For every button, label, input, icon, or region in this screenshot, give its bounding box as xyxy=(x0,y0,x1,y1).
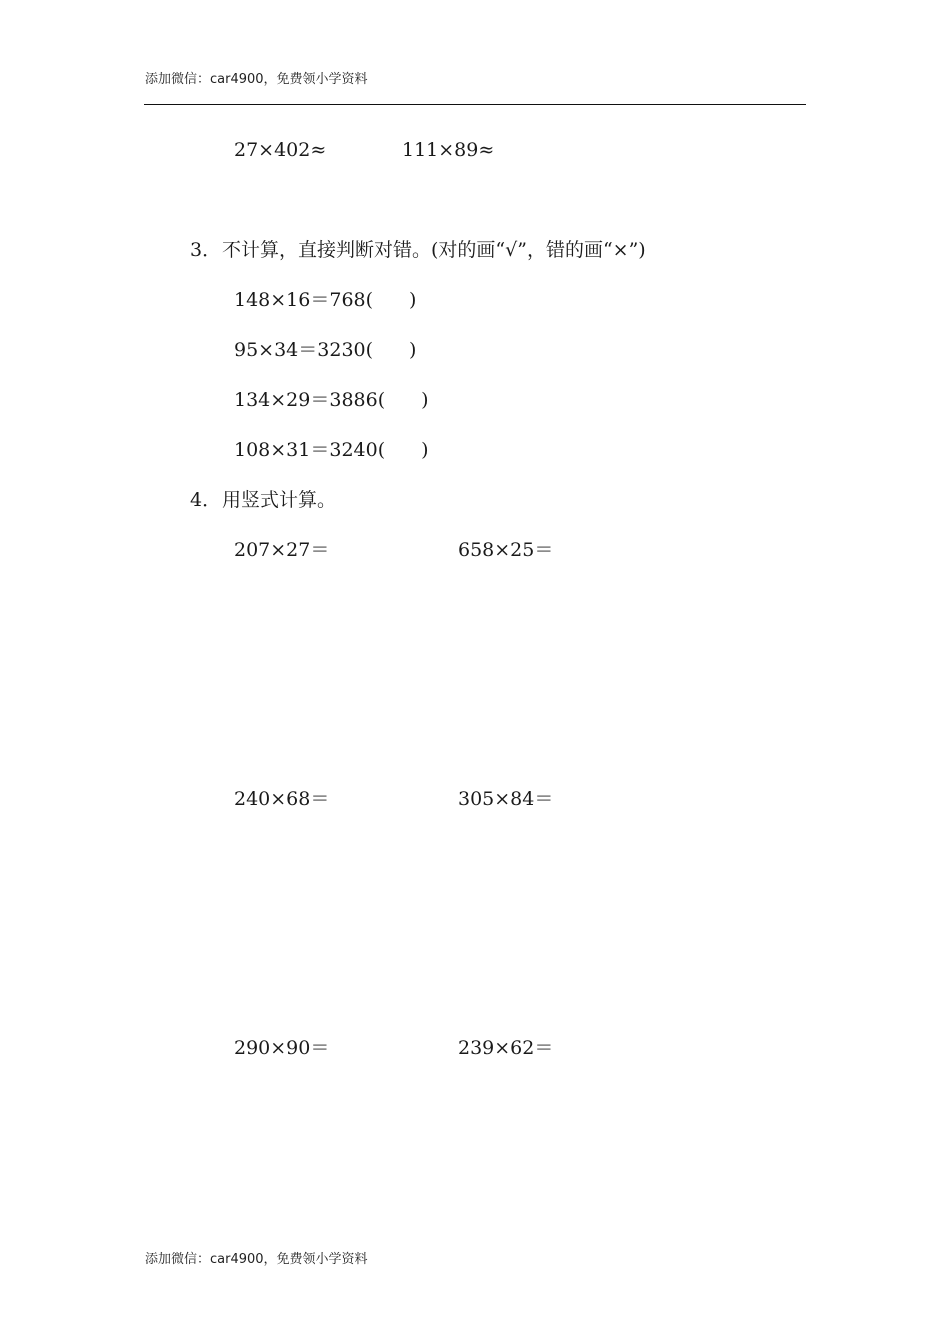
judgement-expression: 95×34＝3230( xyxy=(234,339,374,361)
vertical-calc-item: 305×84＝ xyxy=(458,788,554,810)
vertical-calc-item: 290×90＝ xyxy=(234,1037,330,1059)
judgement-item xyxy=(234,438,429,462)
judgement-item xyxy=(234,338,416,362)
header-divider xyxy=(144,104,806,105)
estimate-item: 27×402≈ xyxy=(234,139,327,161)
vertical-calc-item: 658×25＝ xyxy=(458,539,554,561)
page-header: 添加微信：car4900，免费领小学资料 xyxy=(145,72,368,87)
question-3-title xyxy=(190,238,646,262)
judgement-close-paren: ) xyxy=(409,289,417,311)
question-text: 不计算，直接判断对错。(对的画“√”，错的画“×”) xyxy=(222,239,646,261)
vertical-calc-item: 239×62＝ xyxy=(458,1037,554,1059)
judgement-item xyxy=(234,288,416,312)
question-text: 用竖式计算。 xyxy=(222,489,337,511)
judgement-item xyxy=(234,388,429,412)
question-number: 4． xyxy=(190,489,222,511)
judgement-close-paren: ) xyxy=(421,389,429,411)
page-footer: 添加微信：car4900，免费领小学资料 xyxy=(145,1252,368,1267)
judgement-close-paren: ) xyxy=(409,339,417,361)
judgement-expression: 148×16＝768( xyxy=(234,289,374,311)
judgement-close-paren: ) xyxy=(421,439,429,461)
judgement-expression: 108×31＝3240( xyxy=(234,439,386,461)
question-number: 3． xyxy=(190,239,222,261)
judgement-expression: 134×29＝3886( xyxy=(234,389,386,411)
vertical-calc-item: 240×68＝ xyxy=(234,788,330,810)
vertical-calc-item: 207×27＝ xyxy=(234,539,330,561)
question-4-title xyxy=(190,488,336,512)
estimate-item: 111×89≈ xyxy=(402,139,495,161)
